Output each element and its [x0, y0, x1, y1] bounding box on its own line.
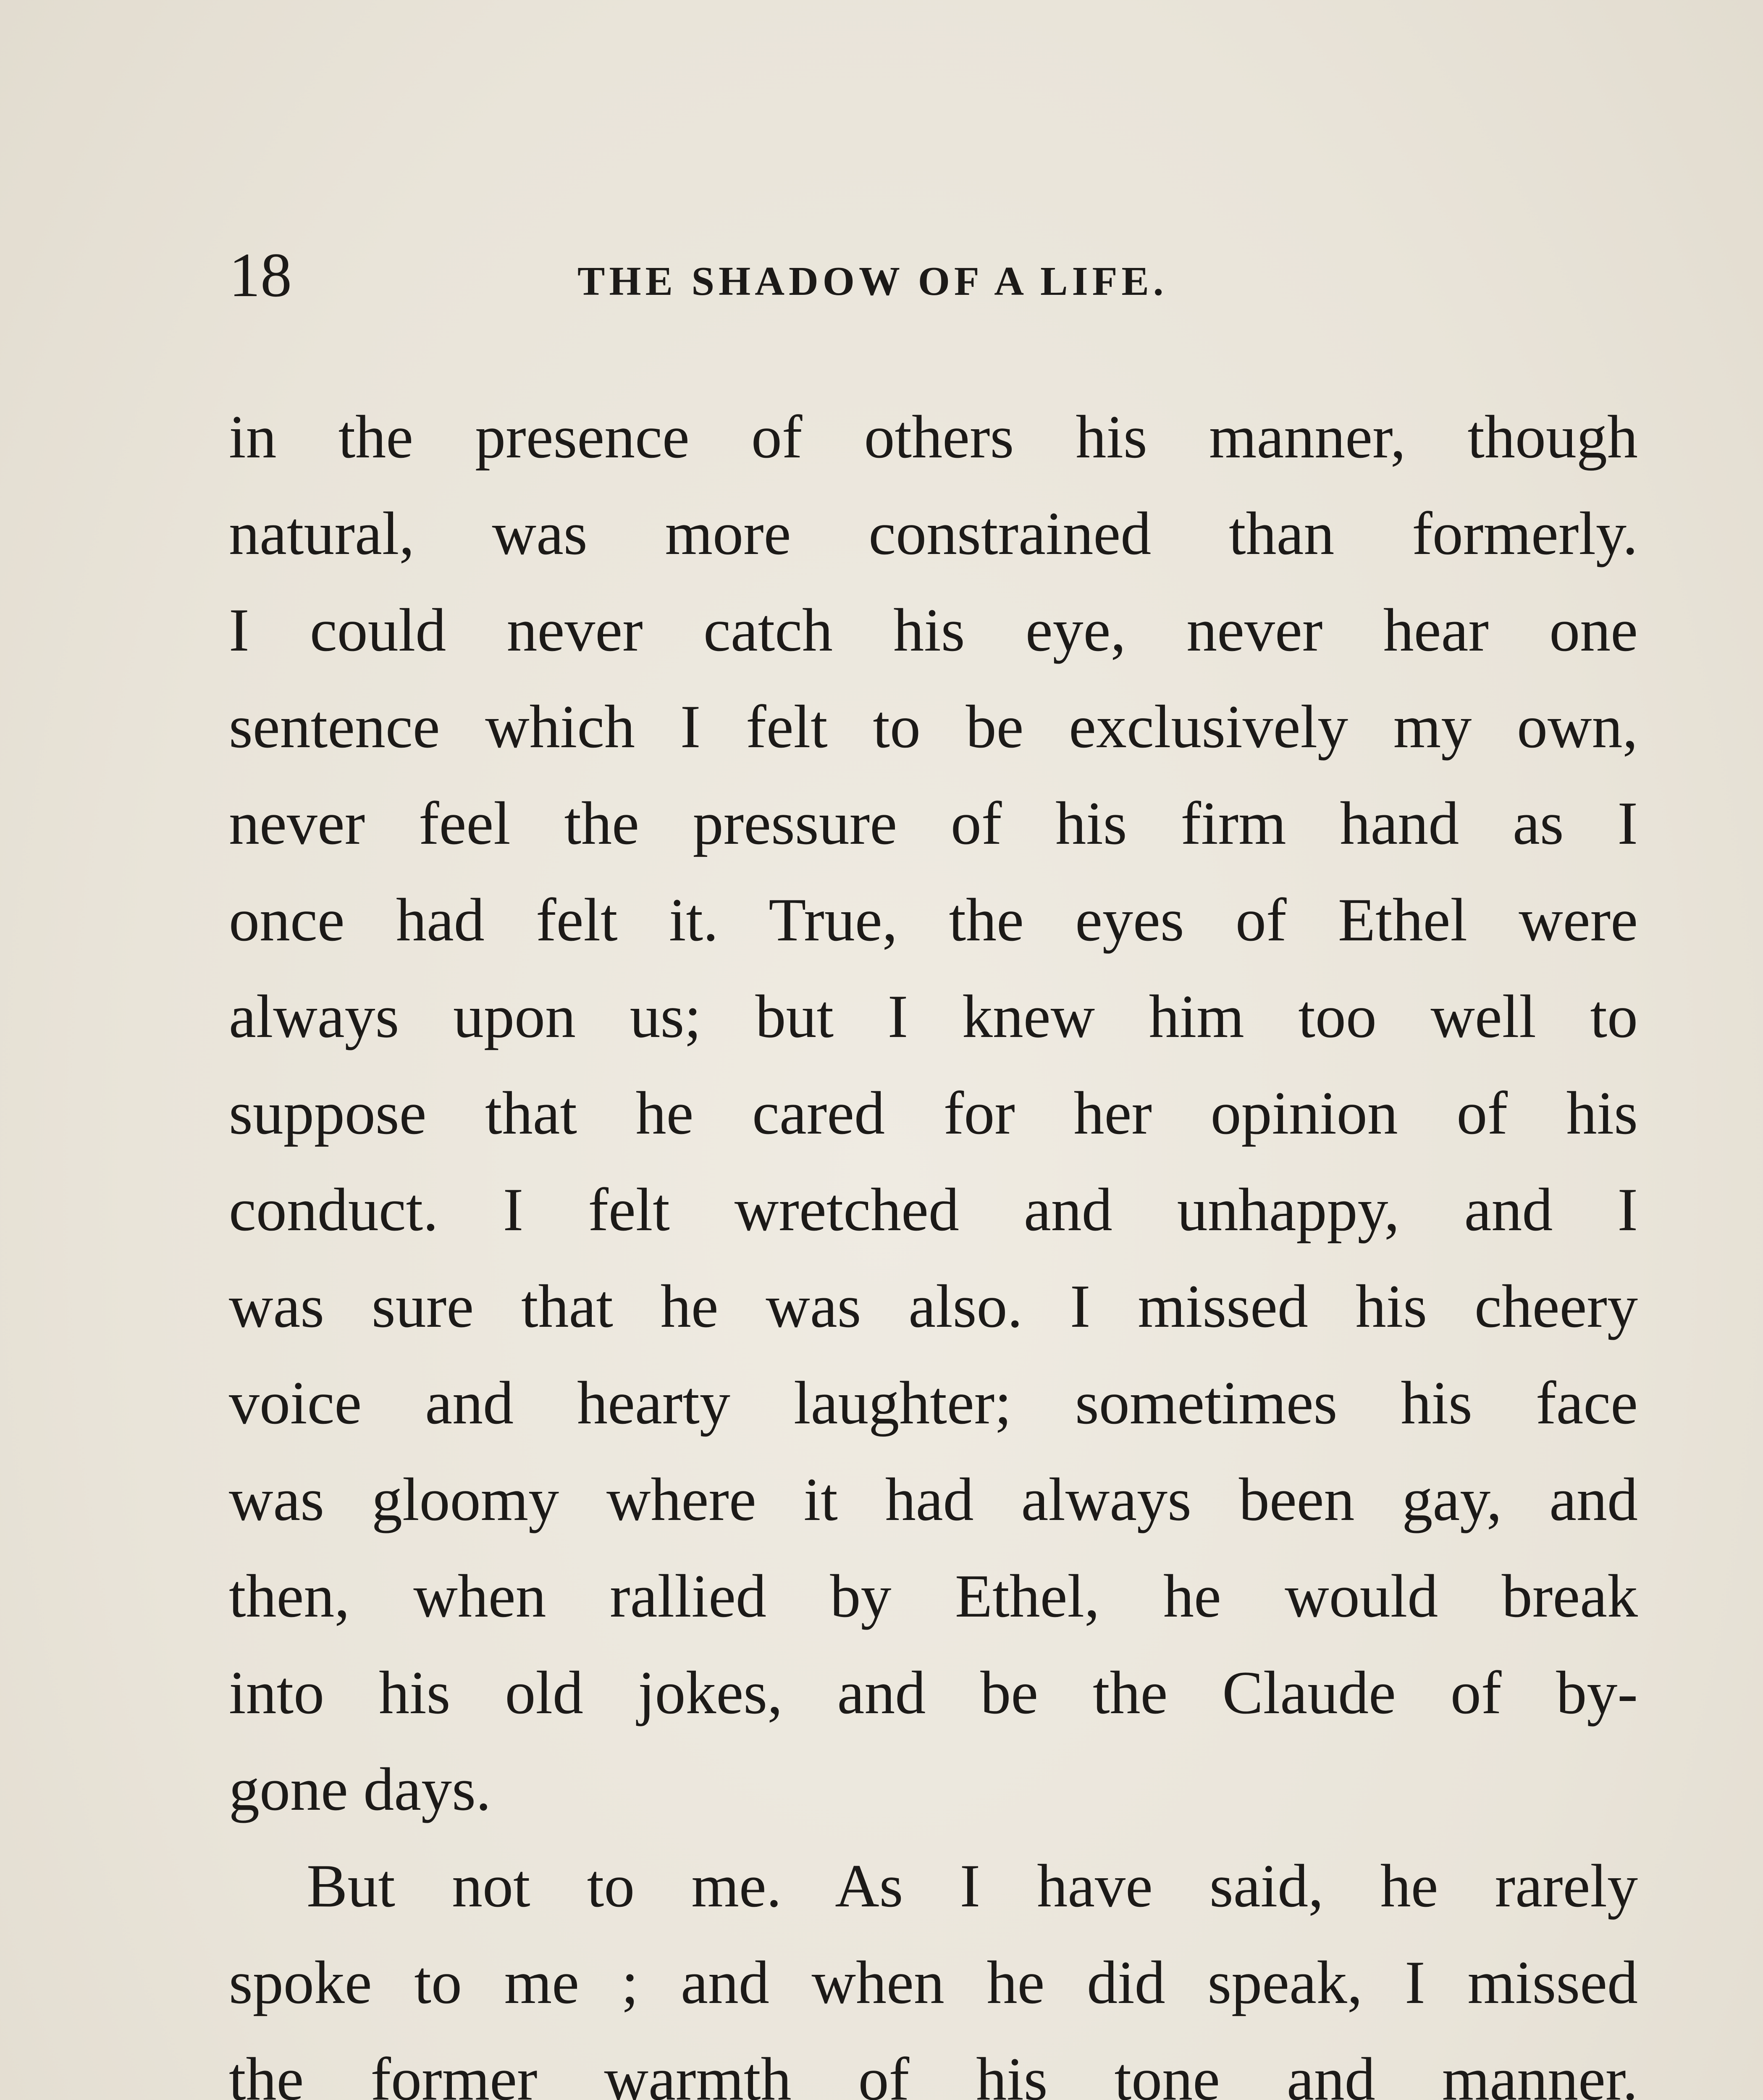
- text-line: spoke to me ; and when he did speak, I missed: [229, 1948, 1638, 2016]
- running-title: THE SHADOW OF A LIFE.: [577, 259, 1168, 304]
- text-line: sentence which I felt to be exclusively my own,: [229, 693, 1638, 761]
- text-line: always upon us; but I knew him too well to: [229, 982, 1638, 1050]
- text-line: the former warmth of his tone and manner.: [229, 2045, 1638, 2100]
- text-line: into his old jokes, and be the Claude of by-: [229, 1659, 1638, 1727]
- text-line: gone days.: [229, 1755, 491, 1823]
- body-text: [229, 388, 1638, 2100]
- text-line: suppose that he cared for her opinion of his: [229, 1079, 1638, 1147]
- paragraph-2: [229, 1838, 1638, 2100]
- text-line: then, when rallied by Ethel, he would break: [229, 1562, 1638, 1630]
- page-header: [229, 235, 1638, 315]
- text-line: I could never catch his eye, never hear one: [229, 596, 1638, 664]
- text-line: never feel the pressure of his firm hand as I: [229, 789, 1638, 857]
- text-line: once had felt it. True, the eyes of Ethel were: [229, 886, 1638, 954]
- text-line: was gloomy where it had always been gay, and: [229, 1465, 1638, 1533]
- text-line: But not to me. As I have said, he rarely: [307, 1852, 1638, 1920]
- text-line: was sure that he was also. I missed his cheery: [229, 1272, 1638, 1340]
- paragraph-1: [229, 388, 1638, 1838]
- text-line: conduct. I felt wretched and unhappy, and I: [229, 1176, 1638, 1244]
- text-line: in the presence of others his manner, though: [229, 403, 1638, 471]
- text-line: natural, was more constrained than formerly.: [229, 499, 1638, 567]
- text-line: voice and hearty laughter; sometimes his face: [229, 1369, 1638, 1437]
- page-number: 18: [229, 240, 292, 310]
